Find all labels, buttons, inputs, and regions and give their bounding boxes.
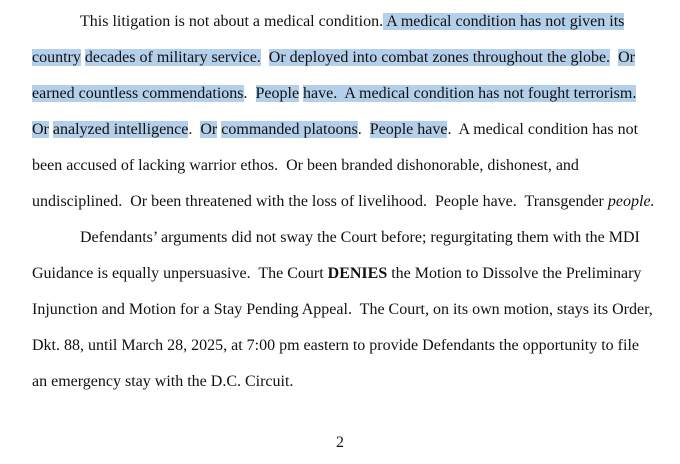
highlighted-text: Or <box>200 121 218 138</box>
text-segment: . <box>188 121 201 138</box>
highlighted-text: commanded platoons <box>221 121 358 138</box>
highlighted-text: People <box>255 85 300 102</box>
text-segment: Guidance is equally unpersuasive. The Court <box>32 265 328 282</box>
paragraph-1-line-3 <box>32 84 636 104</box>
paragraph-1-line-6 <box>32 192 655 212</box>
text-segment: . <box>357 121 370 138</box>
paragraph-2-line-2 <box>32 264 641 284</box>
highlighted-text: Or <box>618 49 635 66</box>
highlighted-text: People have <box>369 121 448 138</box>
highlighted-text: A medical condition has not given its <box>386 13 625 30</box>
paragraph-2-line-1: Defendants’ arguments did not sway the Court before; regurgitating them with the MDI <box>80 229 640 246</box>
text-segment <box>610 49 618 66</box>
paragraph-2-line-5: an emergency stay with the D.C. Circuit. <box>32 373 294 390</box>
text-segment <box>261 49 269 66</box>
text-segment: undisciplined. Or been threatened with the loss of livelihood. People have. Transgender <box>32 193 608 210</box>
text-segment: . <box>243 85 256 102</box>
page-number: 2 <box>336 434 344 451</box>
italic-text: people. <box>607 193 655 210</box>
text-segment: . A medical condition has not <box>447 121 639 138</box>
highlighted-text: Or deployed into combat zones throughout the globe. <box>268 49 611 66</box>
paragraph-2-line-3: Injunction and Motion for a Stay Pending Appeal. The Court, on its own motion, stays its Order, <box>32 301 653 318</box>
text-segment: This litigation is not about a medical condition. <box>80 13 384 30</box>
paragraph-1-line-4 <box>32 120 638 140</box>
highlighted-text: earned countless commendations <box>32 85 244 102</box>
highlighted-text: analyzed intelligence <box>52 121 189 138</box>
paragraph-1-line-5: been accused of lacking warrior ethos. Or been branded dishonorable, dishonest, and <box>32 157 579 174</box>
highlighted-text: Or <box>32 121 49 138</box>
paragraph-1-line-1 <box>80 12 624 32</box>
paragraph-1-line-2 <box>32 48 635 68</box>
paragraph-2-line-4: Dkt. 88, until March 28, 2025, at 7:00 pm eastern to provide Defendants the opportunity to file <box>32 337 639 354</box>
highlighted-text: decades of military service. <box>84 49 261 66</box>
bold-text: DENIES <box>327 265 388 282</box>
text-segment: the Motion to Dissolve the Preliminary <box>387 265 642 282</box>
highlighted-text: have. A medical condition has not fought terrorism. <box>303 85 637 102</box>
highlighted-text: country <box>32 49 81 66</box>
